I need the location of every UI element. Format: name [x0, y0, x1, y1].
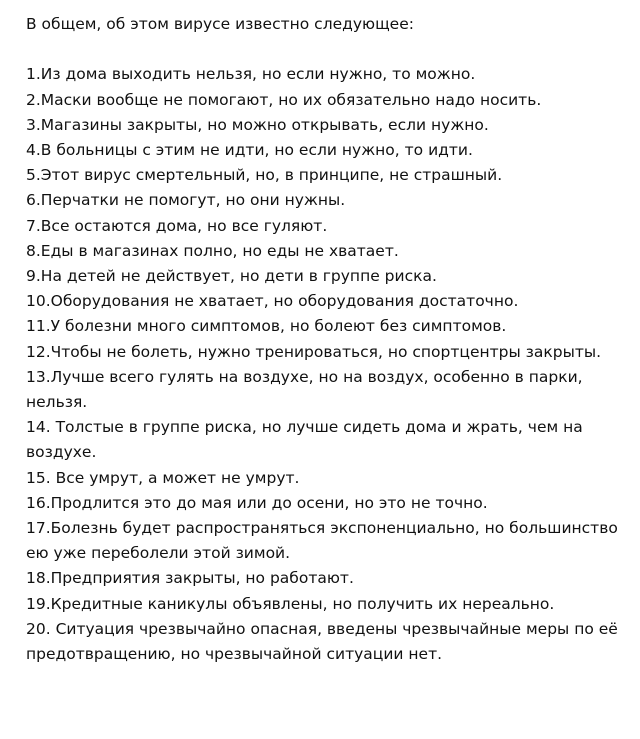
list-item: 14. Толстые в группе риска, но лучше сидеть дома и жрать, чем на воздухе. — [26, 418, 583, 462]
list-item: 1.Из дома выходить нельзя, но если нужно, то можно. — [26, 65, 476, 84]
list-item: 2.Маски вообще не помогают, но их обязательно надо носить. — [26, 90, 542, 109]
list-item: 11.У болезни много симптомов, но болеют без симптомов. — [26, 317, 507, 336]
list-item: 6.Перчатки не помогут, но они нужны. — [26, 191, 346, 210]
list-item: 16.Продлится это до мая или до осени, но это не точно. — [26, 493, 488, 512]
list-item: 18.Предприятия закрыты, но работают. — [26, 569, 354, 588]
list-item: 12.Чтобы не болеть, нужно тренироваться, но спортцентры закрыты. — [26, 342, 602, 361]
list-item: 17.Болезнь будет распространяться экспоненциально, но большинство ею уже переболели этой зимой. — [26, 519, 618, 563]
document — [26, 12, 622, 667]
list-item: 19.Кредитные каникулы объявлены, но получить их нереально. — [26, 594, 555, 613]
list-item: 7.Все остаются дома, но все гуляют. — [26, 216, 328, 235]
list-item: 5.Этот вирус смертельный, но, в принципе, не страшный. — [26, 166, 503, 185]
item-list — [26, 62, 622, 667]
list-item: 3.Магазины закрыты, но можно открывать, если нужно. — [26, 115, 489, 134]
list-item: 8.Еды в магазинах полно, но еды не хватает. — [26, 241, 399, 260]
list-item: 10.Оборудования не хватает, но оборудования достаточно. — [26, 292, 519, 311]
document-title: В общем, об этом вирусе известно следующее: — [26, 15, 414, 33]
list-item: 4.В больницы с этим не идти, но если нужно, то идти. — [26, 141, 473, 159]
list-item: 20. Ситуация чрезвычайно опасная, введены чрезвычайные меры по её предотвращению, но чрезвычайной ситуации нет. — [26, 619, 618, 664]
blank-line — [26, 37, 622, 62]
list-item: 9.На детей не действует, но дети в группе риска. — [26, 267, 437, 286]
list-item: 15. Все умрут, а может не умрут. — [26, 468, 300, 487]
list-item: 13.Лучше всего гулять на воздухе, но на воздух, особенно в парки, нельзя. — [26, 367, 583, 412]
